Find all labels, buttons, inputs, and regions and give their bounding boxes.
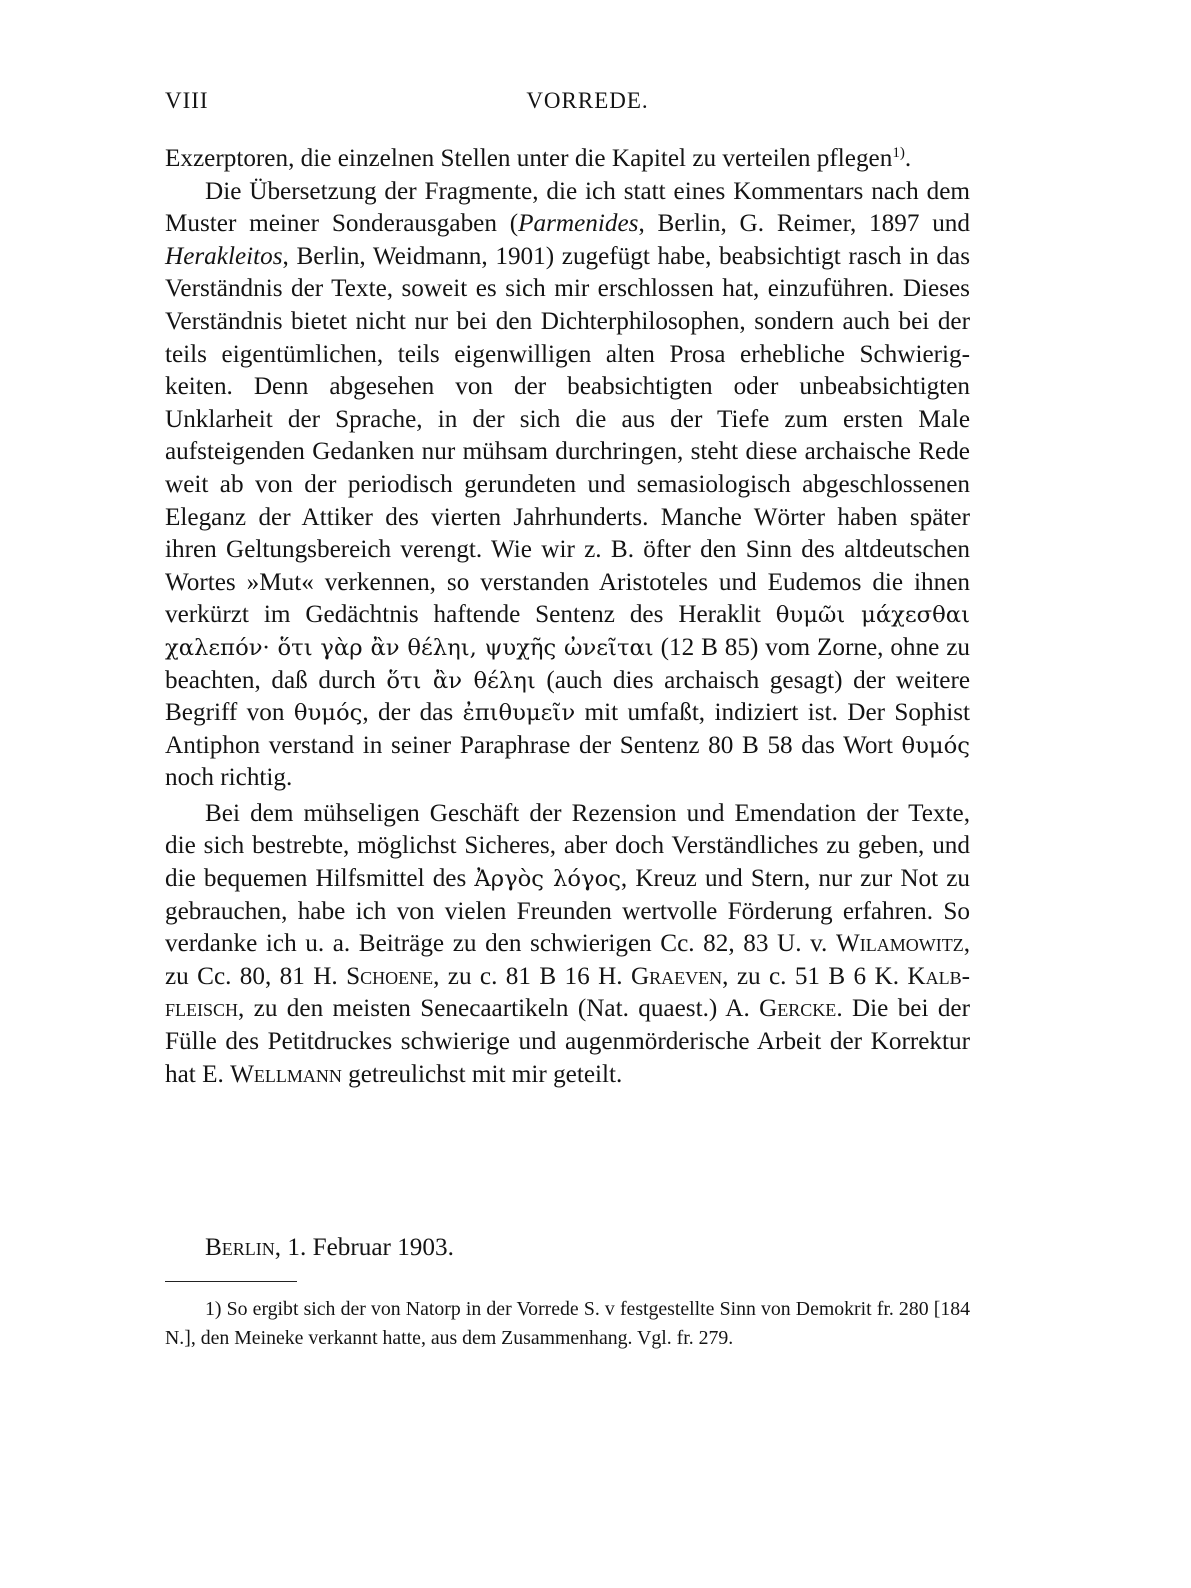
para1-text: Exzerptoren, die einzelnen Stellen unter die Kapitel zu verteilen pflegen — [165, 145, 893, 172]
main-text — [165, 143, 970, 1091]
footnote-reference: 1) — [892, 144, 905, 161]
para1-end: . — [904, 145, 912, 172]
footnote-divider — [165, 1281, 297, 1282]
footnote-body: So ergibt sich der von Natorp in der Vorrede S. v festgestellte Sinn von Demokrit fr. 280 [184 N.], den Meineke verkannt hatte, aus dem Zusammenhang. Vgl. fr. 279. — [165, 1298, 970, 1349]
text-run: Bei dem mühseligen Geschäft der Rezension und Emendation der Texte, die sich bestrebte, möglichst Sicheres, aber doch Verständliches zu geben, und die bequemen Hilfsmittel des — [165, 799, 970, 893]
person-name: Graeven — [630, 962, 723, 990]
text-run: mit umfaßt, indiziert ist. Der Sophist Antiphon verstand in seiner Paraphrase der Sentenz 80 B 58 das Wort — [165, 699, 971, 759]
greek-phrase: ὅτι ἂν θέληι — [386, 667, 536, 694]
text-run: , zu Cc. 80, 81 H. — [165, 930, 970, 990]
greek-word: θυμός — [901, 732, 970, 759]
person-name: Gercke — [759, 995, 837, 1023]
text-run: , der das — [362, 699, 463, 727]
text-run: , Berlin, G. Reimer, 1897 und — [638, 210, 970, 238]
person-name: Kalbfleisch — [165, 962, 970, 1023]
greek-quote: θυμῶι μάχεσθαι χαλεπόν· ὅτι γὰρ ἂν θέληι, ψυχῆς ὠνεῖται — [165, 602, 970, 661]
text-run: getreulichst mit mir geteilt. — [341, 1060, 623, 1088]
person-name: Schoene — [346, 962, 434, 990]
text-run: Die Übersetzung der Fragmente, die ich statt eines Kommentars nach dem Muster meiner Sonderausgaben ( — [165, 177, 970, 238]
page-header — [165, 88, 970, 118]
paragraph-acknowledgements — [165, 798, 970, 1091]
footnote-marker: 1) — [205, 1298, 222, 1320]
text-run: , Berlin, Weidmann, 1901) zugefügt habe, beabsichtigt rasch in das Verständnis der Texte, soweit es sich mir erschlossen hat, einzuführen. Dieses Verständnis bietet nicht nur bei den Dichterphilosophen, sondern auch bei der teils eigentümlichen, teils eigenwilligen alten Prosa erhebliche Schwierigkeiten. Denn abgesehen von der beabsichtigten oder unbeabsichtigten Unklarheit der Sprache, in der sich die aus der Tiefe zum ersten Male aufsteigenden Gedanken nur mühsam durchringen, steht diese archaische Rede weit ab von der periodisch gerundeten und semasiologisch abgeschlossenen Eleganz der Attiker des vierten Jahrhunderts. Manche Wörter haben später ihren Geltungsbereich verengt. Wie wir z. B. öfter den Sinn des altdeutschen Wortes »Mut« verkennen, so verstanden Aristoteles und Eudemos die ihnen verkürzt im Gedächtnis haftende Sentenz des Heraklit — [165, 242, 970, 629]
paragraph-translation — [165, 176, 970, 795]
paragraph-continuation — [165, 143, 970, 176]
running-title: VORREDE. — [526, 88, 649, 113]
text-run: , Kreuz und Stern, nur zur Not zu gebrauchen, habe ich von vielen Freunden wertvolle Förderung erfahren. So verdanke ich u. a. Beiträge zu den schwierigen Cc. 82, 83 U. v. — [165, 865, 970, 958]
text-run: , zu c. 51 B 6 K. — [722, 962, 908, 990]
text-run: noch richtig. — [165, 764, 293, 792]
text-run: , zu c. 81 B 16 H. — [433, 962, 631, 990]
date: , 1. Februar 1903. — [274, 1234, 454, 1261]
footnote — [165, 1295, 970, 1352]
text-run: . Die bei der Fülle des Petitdruckes schwierige und augenmörderische Arbeit der Korrektur hat E. — [165, 995, 970, 1088]
greek-word: ἐπιθυμεῖν — [462, 700, 576, 727]
footnote-text — [165, 1295, 970, 1352]
book-title-herakleitos: Herakleitos — [165, 242, 283, 270]
person-name: Wilamowitz — [835, 930, 964, 958]
greek-phrase: Ἀργὸς λόγος — [474, 866, 621, 893]
text-run: , zu den meisten Senecaartikeln (Nat. quaest.) A. — [238, 995, 760, 1023]
page-number: VIII — [165, 88, 209, 113]
text-run: (12 B 85) vom Zorne, ohne zu beachten, daß durch — [165, 633, 970, 694]
greek-word: θυμός — [293, 700, 363, 727]
book-title-parmenides: Parmenides — [518, 210, 639, 238]
place-and-date — [205, 1232, 454, 1264]
place-name: Berlin — [205, 1234, 275, 1261]
person-name: Wellmann — [230, 1060, 342, 1088]
text-run: (auch dies archaisch gesagt) der weitere Begriff von — [165, 666, 971, 727]
book-page — [165, 0, 970, 1588]
